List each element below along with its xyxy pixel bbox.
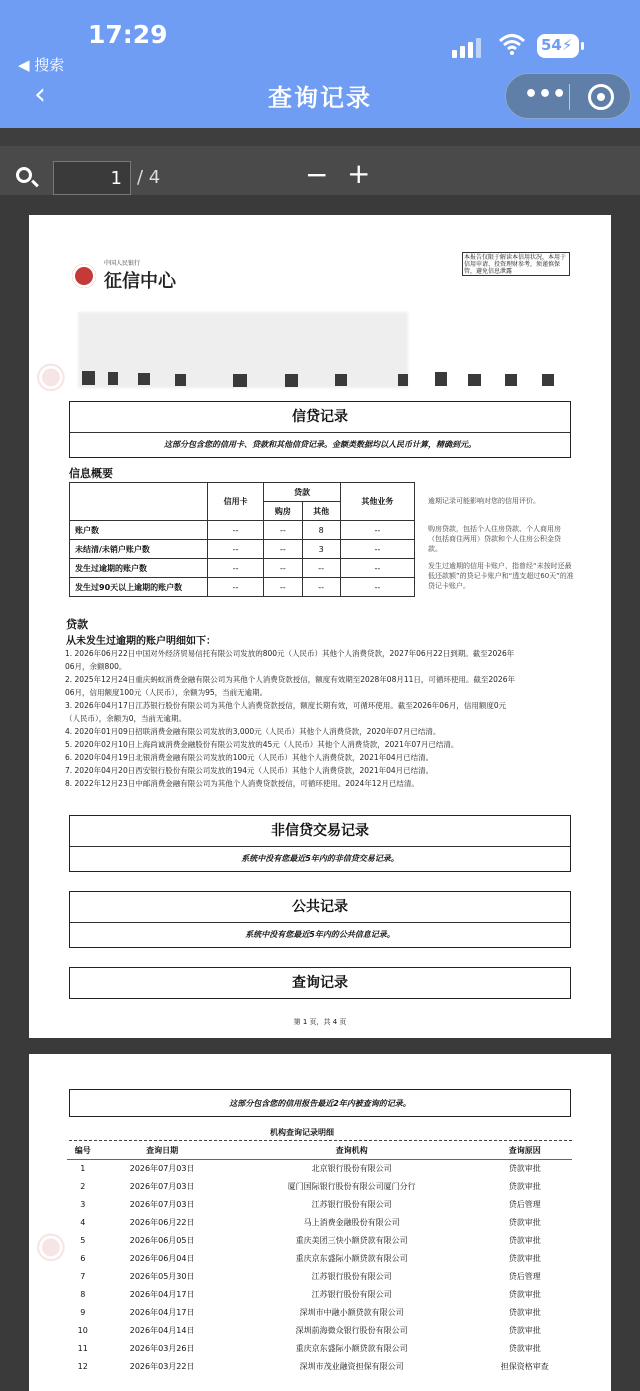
credit-record-section: [69, 401, 571, 458]
loan-item: 06月，信用额度100元（人民币），余额为95，当前无逾期。: [65, 688, 268, 697]
table-row: 5 2026年06月05日 重庆美团三快小额贷款有限公司 贷款审批: [80, 1235, 541, 1245]
more-button[interactable]: •••: [524, 82, 567, 107]
table-row: 2 2026年07月03日 厦门国际银行股份有限公司厦门分行 贷款审批: [80, 1181, 541, 1191]
public-record-section: [69, 891, 571, 948]
page-footer: 第 1 页，共 4 页: [293, 1018, 347, 1026]
watermark-seal-icon: ◉: [25, 349, 74, 402]
logo-text: 征信中心: [104, 271, 176, 292]
close-icon[interactable]: [588, 84, 614, 110]
table-row: 7 2026年05月30日 江苏银行股份有限公司 贷后管理: [80, 1271, 541, 1281]
loan-item: 5. 2020年02月10日上海尚诚消费金融股份有限公司发放的45元（人民币）其他个人消费贷款，2021年07月已结清。: [65, 740, 459, 749]
table-row: 4 2026年06月22日 马上消费金融股份有限公司 贷款审批: [80, 1217, 541, 1227]
summary-row: 发生过90天以上逾期的账户数 -- -- -- --: [70, 578, 415, 597]
battery-indicator: 54⚡: [537, 34, 579, 58]
summary-header-loan: 贷款: [264, 483, 341, 502]
summary-blank-header: [70, 483, 208, 521]
loan-item: 8. 2022年12月23日中邮消费金融有限公司为其他个人消费贷款授信，可循环使用。2024年12月已结清。: [65, 779, 419, 788]
query-record-table: [67, 1143, 572, 1375]
query-description: 这部分包含您的信用报告最近2年内被查询的记录。: [229, 1099, 411, 1108]
side-note: 逾期记录可能影响对您的信用评价。: [428, 497, 540, 505]
summary-row: 账户数 -- -- 8 --: [70, 521, 415, 540]
credit-record-title: 信贷记录: [70, 402, 570, 433]
loan-item: 06月，余额800。: [65, 662, 127, 671]
summary-header-other: 其他: [302, 502, 340, 521]
page-title: 查询记录: [268, 84, 372, 112]
page-number-input[interactable]: 1: [53, 161, 131, 195]
zoom-out-button[interactable]: −: [305, 158, 329, 191]
summary-row: 发生过逾期的账户数 -- -- -- --: [70, 559, 415, 578]
mobile-header: [0, 0, 640, 128]
loan-item: 4. 2020年01月09日招联消费金融有限公司发放的3,000元（人民币）其他个人消费贷款，2020年07月已结清。: [65, 727, 441, 736]
table-row: 1 2026年07月03日 北京银行股份有限公司 贷款审批: [80, 1163, 541, 1173]
query-table-title: 机构查询记录明细: [270, 1128, 334, 1137]
query-header-institution: 查询机构: [226, 1143, 478, 1159]
logo-seal-icon: [72, 264, 96, 288]
report-warning-box: 本报告仅限于解读本信用状况，本用于信用申请、投资理财参考，须谨慎保管，避免信息泄露: [462, 252, 570, 276]
noncredit-record-desc: 系统中没有您最近5年内的非信贷交易记录。: [241, 854, 399, 863]
query-description-box: [69, 1089, 571, 1117]
query-record-section: [69, 967, 571, 999]
back-chevron-icon[interactable]: ‹: [34, 77, 46, 112]
noncredit-record-title: 非信贷交易记录: [70, 816, 570, 847]
redaction-block: [435, 372, 447, 386]
loan-subtitle: 从未发生过逾期的账户明细如下：: [66, 636, 216, 647]
summary-row: 未结清/未销户账户数 -- -- 3 --: [70, 540, 415, 559]
redaction-block: [335, 374, 347, 386]
redaction-block: [285, 374, 298, 387]
table-row: 11 2026年03月26日 重庆京东盛际小额贷款有限公司 贷款审批: [77, 1343, 541, 1353]
table-row: 8 2026年04月17日 江苏银行股份有限公司 贷款审批: [80, 1289, 541, 1299]
loan-item: 2. 2025年12月24日重庆蚂蚁消费金融有限公司为其他个人消费贷款授信，额度有效期至2028年08月11日，可循环使用。截至2026年: [65, 675, 515, 684]
summary-header-credit-card: 信用卡: [208, 483, 264, 521]
summary-header-other-business: 其他业务: [340, 483, 414, 521]
summary-header-house: 购房: [264, 502, 302, 521]
redaction-block: [398, 374, 408, 386]
public-record-title: 公共记录: [70, 892, 570, 923]
capsule-divider: [569, 84, 570, 110]
noncredit-record-section: [69, 815, 571, 872]
redaction-block: [505, 374, 517, 386]
summary-title: 信息概要: [69, 467, 113, 480]
logo-top-text: 中国人民银行: [104, 260, 141, 267]
loan-item: 3. 2026年04月17日江苏银行股份有限公司为其他个人消费贷款授信，额度长期有效，可循环使用。截至2026年06月，信用额度0元: [65, 701, 507, 710]
status-time: 17:29: [88, 20, 168, 49]
query-record-title: 查询记录: [292, 975, 348, 991]
public-record-desc: 系统中没有您最近5年内的公共信息记录。: [245, 930, 395, 939]
watermark-seal-icon: ◉: [25, 1219, 74, 1272]
loan-title: 贷款: [66, 618, 88, 631]
credit-center-logo: [72, 258, 176, 293]
loan-item: 7. 2020年04月20日西安银行股份有限公司发放的194元（人民币）其他个人消费贷款，2021年04月已结清。: [65, 766, 434, 775]
page-count: / 4: [137, 167, 161, 188]
loan-item: （人民币），余额为0，当前无逾期。: [65, 714, 187, 723]
table-row: 9 2026年04月17日 深圳市中融小额贷款有限公司 贷款审批: [80, 1307, 541, 1317]
side-note: 购房贷款，包括个人住房贷款、个人商用房（包括商住两用）贷款和个人住房公积金贷款。: [428, 525, 561, 553]
table-row: 10 2026年04月14日 深圳前海微众银行股份有限公司 贷款审批: [77, 1325, 541, 1335]
pdf-toolbar: [0, 128, 640, 195]
credit-summary-table: [69, 482, 415, 597]
redaction-block: [233, 374, 247, 387]
redaction-block: [468, 374, 481, 386]
loan-item: 1. 2026年06月22日中国对外经济贸易信托有限公司发放的800元（人民币）其他个人消费贷款，2027年06月22日到期。截至2026年: [65, 649, 515, 658]
redaction-block: [542, 374, 554, 386]
redaction-block: [175, 374, 186, 386]
redaction-block: [108, 372, 118, 385]
redaction-block: [138, 373, 150, 385]
credit-record-desc: 这部分包含您的信用卡、贷款和其他信贷记录。金额类数据均以人民币计算，精确到元。: [164, 440, 476, 449]
query-header-number: 编号: [67, 1143, 98, 1159]
search-icon[interactable]: [16, 167, 32, 183]
side-note: 发生过逾期的信用卡账户，指曾经“未按时还最低还款额”的贷记卡账户和“透支超过60天”的准贷记卡账户。: [428, 562, 574, 590]
wifi-icon: [498, 32, 526, 56]
query-header-date: 查询日期: [98, 1143, 225, 1159]
table-row: 6 2026年06月04日 重庆京东盛际小额贷款有限公司 贷款审批: [80, 1253, 541, 1263]
signal-icon: [452, 38, 481, 58]
loan-item: 6. 2020年04月19日北银消费金融有限公司发放的100元（人民币）其他个人消费贷款，2021年04月已结清。: [65, 753, 434, 762]
loan-list: [65, 647, 575, 790]
zoom-in-button[interactable]: +: [347, 157, 371, 190]
query-table-divider: [69, 1140, 572, 1141]
back-to-search-link[interactable]: ◀ 搜索: [18, 56, 65, 74]
miniapp-capsule: [505, 73, 631, 119]
table-row: 3 2026年07月03日 江苏银行股份有限公司 贷后管理: [80, 1199, 541, 1209]
query-header-reason: 查询原因: [478, 1143, 572, 1159]
table-row: 12 2026年03月22日 深圳市茂业融资担保有限公司 担保资格审查: [77, 1361, 549, 1371]
redaction-block: [82, 371, 95, 385]
